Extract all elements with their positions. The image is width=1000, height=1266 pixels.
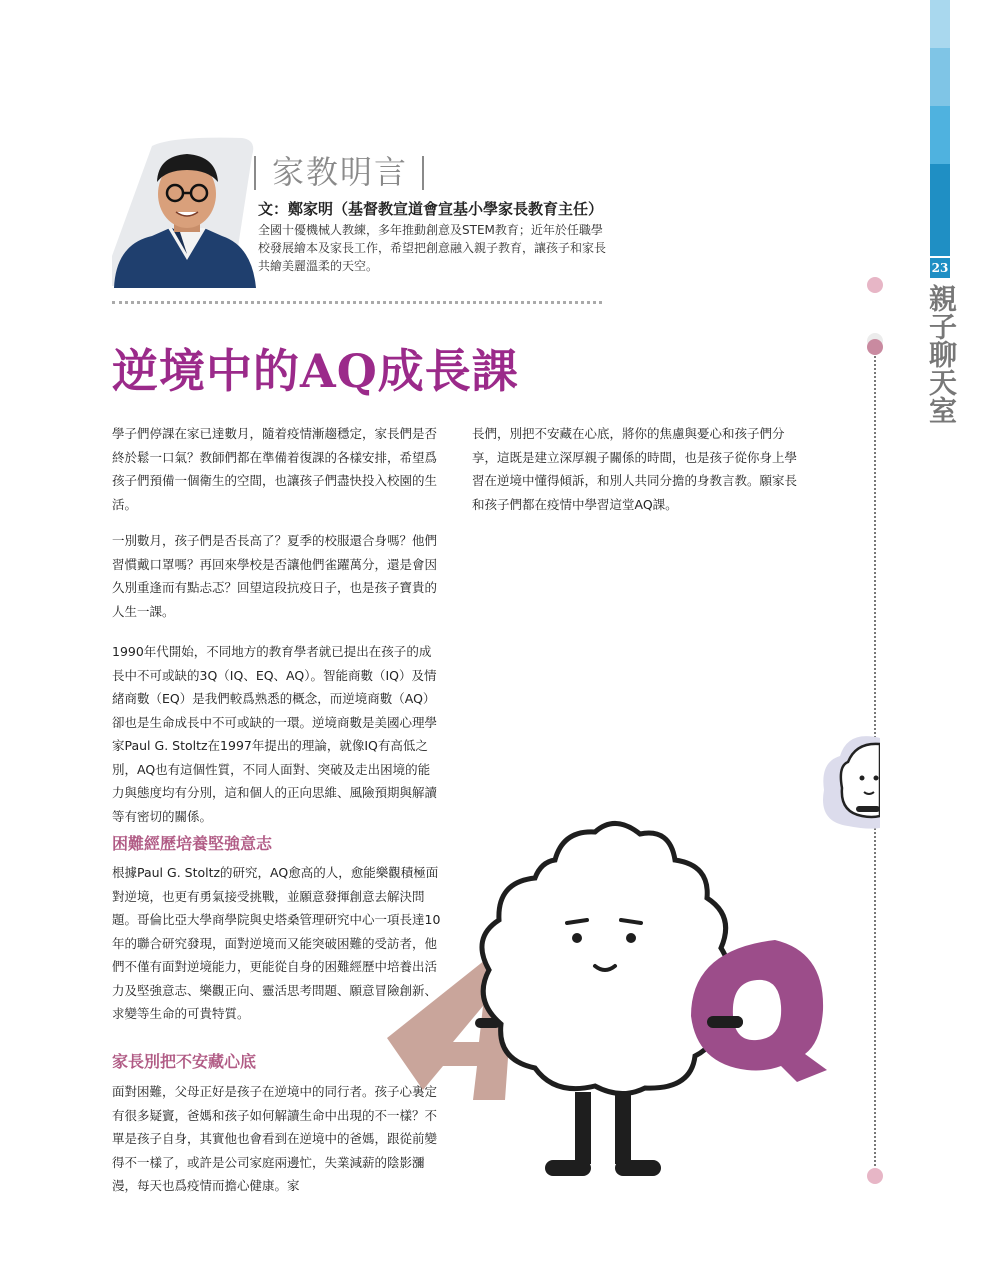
body-paragraph: 長們，別把不安藏在心底，將你的焦慮與憂心和孩子們分享，這既是建立深厚親子關係的時間，也是孩子從你身上學習在逆境中懂得傾訴，和別人共同分擔的身教言教。願家長和孩子們都在疫情中學習這堂AQ課。 (472, 426, 798, 512)
author-bio: 全國十優機械人教練，多年推動創意及STEM教育；近年於任職學校發展繪本及家長工作，希望把創意融入親子教育，讓孩子和家長共繪美麗溫柔的天空。 (258, 223, 607, 273)
illustration-letter-a: A (445, 1070, 446, 1071)
pink-dot-decoration (867, 339, 883, 355)
body-paragraph: 學子們停課在家已達數月，隨着疫情漸趨穩定，家長們是否終於鬆一口氣？教師們都在準備着復課的各樣安排，希望爲孩子們預備一個衛生的空間，也讓孩子們盡快投入校園的生活。 (112, 426, 438, 512)
body-paragraph: 根據Paul G. Stoltz的研究，AQ愈高的人，愈能樂觀積極面對逆境，也更有勇氣接受挑戰，並願意發揮創意去解決問題。哥倫比亞大學商學院與史塔桑管理研究中心一項長達10年的聯合研究發現，面對逆境而又能突破困難的受訪者，他們不僅有面對逆境能力，更能從自身的困難經歷中培養出活力及堅強意志、樂觀正向、靈活思考問題、願意冒險創新、求變等生命的可貴特質。 (112, 865, 441, 1021)
subheading: 困難經歷培養堅強意志 (112, 834, 273, 853)
byline: 文：鄭家明（基督教宣道會宣基小學家長教育主任） (258, 200, 604, 218)
pink-dot-decoration (867, 1168, 883, 1184)
column-title-bar (254, 156, 256, 190)
body-paragraph: 一別數月，孩子們是否長高了？夏季的校服還合身嗎？他們習慣戴口罩嗎？再回來學校是否讓他們雀躍萬分，還是會因久別重逢而有點忐忑？回望這段抗疫日子，也是孩子寶貴的人生一課。 (112, 533, 438, 619)
cloud-character-illustration (385, 820, 835, 1200)
headline: 逆境中的AQ成長課 (112, 344, 519, 398)
edge-color-strip (930, 0, 950, 1266)
illustration-letter-q: Q (755, 1020, 756, 1021)
pink-dot-decoration (867, 277, 883, 293)
subheading: 家長別把不安藏心底 (112, 1052, 257, 1071)
peeking-character-illustration (818, 730, 880, 832)
page-number: 23 (930, 258, 950, 278)
body-paragraph: 1990年代開始，不同地方的教育學者就已提出在孩子的成長中不可或缺的3Q（IQ、EQ、AQ）。智能商數（IQ）及情緒商數（EQ）是我們較爲熟悉的概念，而逆境商數（AQ）卻也是生命成長中不可或缺的一環。逆境商數是美國心理學家Paul G. Stoltz在1997年提出的理論，就像IQ有高低之別，AQ也有這個性質，不同人面對、突破及走出困境的能力與態度均有分別，這和個人的正向思維、風險預期與解讀等有密切的關係。 (112, 644, 438, 824)
body-paragraph: 面對困難，父母正好是孩子在逆境中的同行者。孩子心裏定有很多疑竇，爸媽和孩子如何解讀生命中出現的不一樣？不單是孩子自身，其實他也會看到在逆境中的爸媽，跟從前變得不一樣了，或許是公司家庭兩邊忙，失業減薪的陰影瀰漫，每天也爲疫情而擔心健康。家 (112, 1084, 438, 1193)
section-title: 親子聊天室 (925, 284, 958, 424)
dotted-separator (112, 301, 602, 304)
column-title-bar (422, 156, 424, 190)
column-title: 家教明言 (272, 153, 409, 191)
author-portrait (112, 136, 257, 288)
